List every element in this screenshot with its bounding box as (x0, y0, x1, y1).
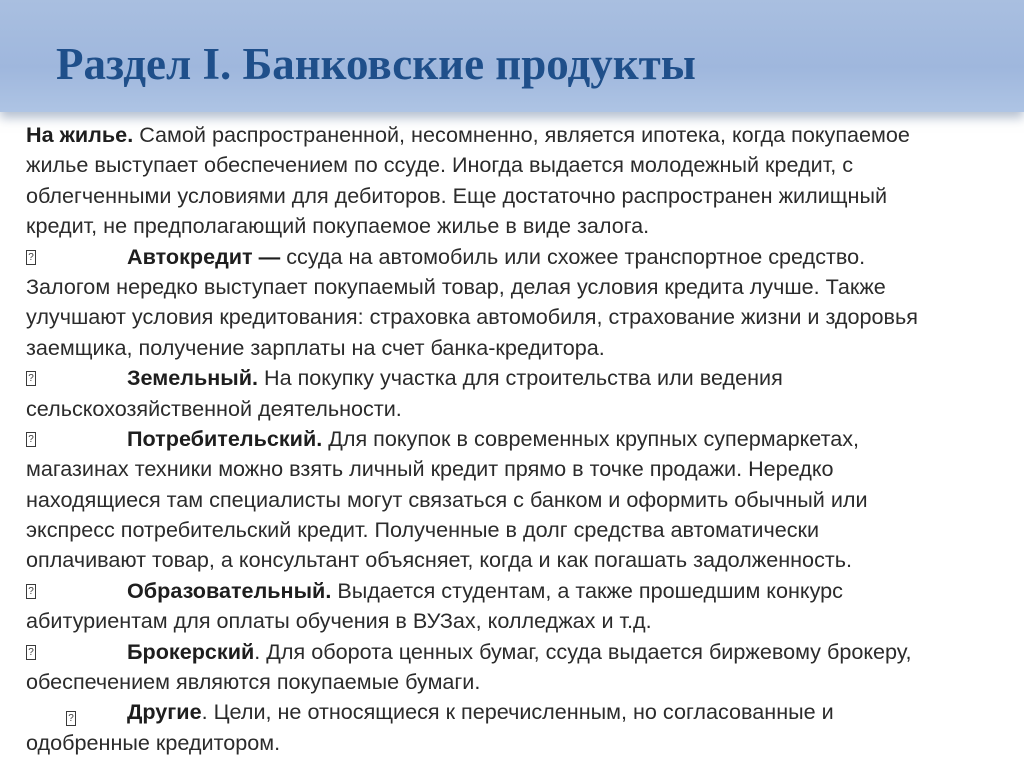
item-text: Для покупок в современных крупных супермаркетах, (322, 425, 860, 451)
missing-glyph-icon: ? (26, 584, 36, 599)
slide-body (26, 120, 1006, 758)
missing-glyph-icon: ? (66, 711, 76, 726)
item-text: . Для оборота ценных бумаг, ссуда выдается биржевому брокеру, (254, 638, 912, 664)
list-item-line: оплачивают товар, а консультант объясняет, когда и как погашать задолженность. (26, 547, 853, 573)
item-term: Образовательный. (127, 577, 332, 603)
list-item-line: улучшают условия кредитования: страховка автомобиля, страхование жизни и здоровья (26, 304, 918, 330)
list-item-line: Залогом нередко выступает покупаемый товар, делая условия кредита лучше. Также (26, 273, 886, 299)
missing-glyph-icon: ? (26, 645, 36, 660)
title-bar (0, 0, 1024, 112)
list-item-line: одобренные кредитором. (26, 729, 281, 755)
item-term: Земельный. (127, 365, 258, 391)
missing-glyph-icon: ? (26, 432, 36, 447)
item-text: Выдается студентам, а также прошедшим конкурс (331, 577, 843, 603)
list-item-first-line (26, 637, 1006, 667)
intro-term: На жилье. (26, 122, 134, 147)
list-item-line: экспресс потребительский кредит. Полученные в долг средства автоматически (26, 517, 820, 543)
list-item-line: заемщика, получение зарплаты на счет банка-кредитора. (26, 334, 605, 360)
intro-line (26, 120, 1006, 150)
item-text: На покупку участка для строительства или ведения (258, 365, 783, 391)
list-item-line: находящиеся там специалисты могут связаться с банком и оформить обычный или (26, 486, 868, 512)
list-item-first-line (26, 242, 1006, 272)
list-item-first-line (26, 697, 1006, 727)
list-item-line: магазинах техники можно взять личный кредит прямо в точке продажи. Нередко (26, 456, 834, 482)
intro-line: жилье выступает обеспечением по ссуде. Иногда выдается молодежный кредит, с (26, 152, 854, 178)
slide-title: Раздел I. Банковские продукты (56, 39, 696, 89)
missing-glyph-icon: ? (26, 250, 36, 265)
item-text: ссуда на автомобиль или схожее транспортное средство. (280, 243, 866, 269)
item-term: Потребительский. (127, 425, 323, 451)
intro-line: облегченными условиями для дебиторов. Еще достаточно распространен жилищный (26, 182, 888, 208)
missing-glyph-icon: ? (26, 371, 36, 386)
intro-text: Самой распространенной, несомненно, является ипотека, когда покупаемое (133, 122, 910, 147)
item-term: Автокредит — (127, 243, 281, 269)
item-term: Брокерский (127, 638, 255, 664)
list-item-line: обеспечением являются покупаемые бумаги. (26, 669, 481, 695)
list-item-first-line (26, 363, 1006, 393)
item-term: Другие (127, 699, 202, 725)
list-item-line: абитуриентам для оплаты обучения в ВУЗах, колледжах и т.д. (26, 608, 652, 634)
list-item-first-line (26, 576, 1006, 606)
list-item-first-line (26, 424, 1006, 454)
list-item-line: сельскохозяйственной деятельности. (26, 395, 402, 421)
intro-line: кредит, не предполагающий покупаемое жилье в виде залога. (26, 213, 650, 239)
item-text: . Цели, не относящиеся к перечисленным, но согласованные и (201, 699, 834, 725)
